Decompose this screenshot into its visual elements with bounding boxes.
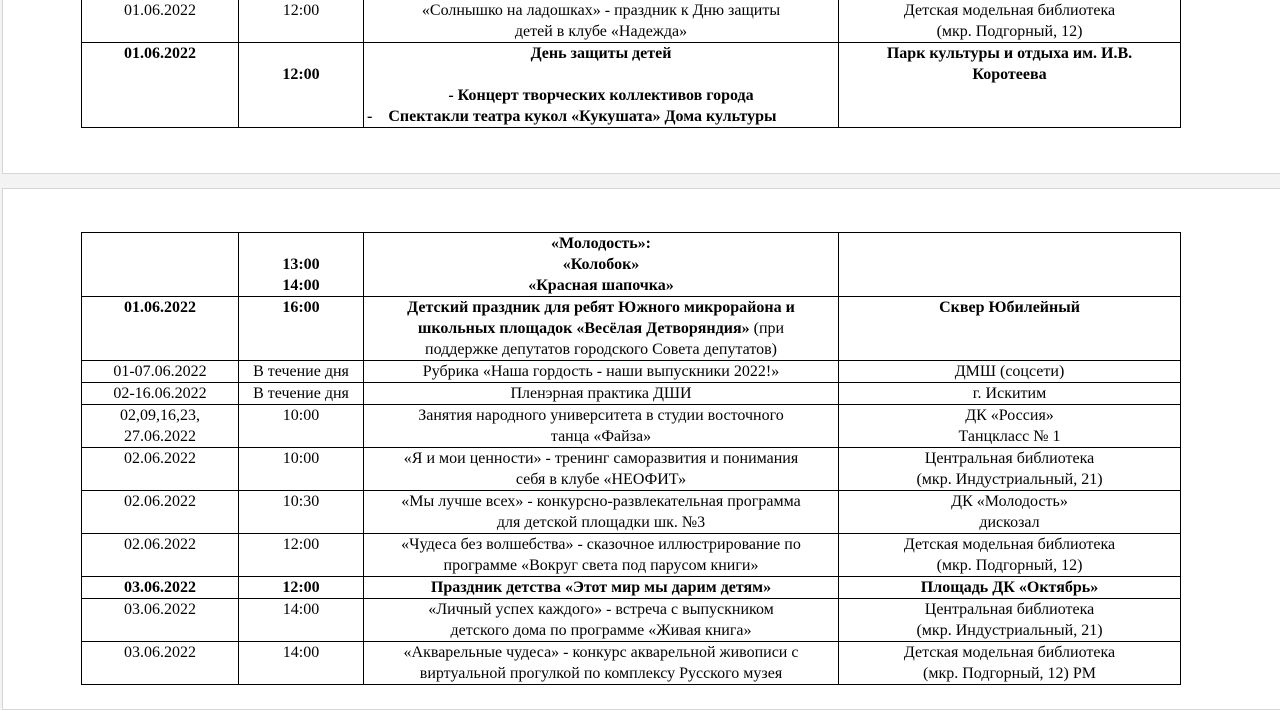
document-page-2	[2, 188, 1280, 710]
table-row	[82, 383, 1181, 405]
date-cell: 02.06.2022	[82, 491, 239, 534]
schedule-table-page-2	[81, 232, 1181, 685]
event-cell: «Личный успех каждого» - встреча с выпускником детского дома по программе «Живая книга»	[364, 599, 839, 642]
date-cell: 03.06.2022	[82, 642, 239, 685]
date-cell: 01.06.2022	[82, 297, 239, 361]
table-row	[82, 233, 1181, 297]
date-cell: 01.06.2022	[82, 0, 239, 43]
schedule-table-page-1	[81, 0, 1181, 128]
time-cell: 14:00	[239, 642, 364, 685]
date-cell: 03.06.2022	[82, 577, 239, 599]
event-cell: «Чудеса без волшебства» - сказочное иллюстрирование по программе «Вокруг света под парусом книги»	[364, 534, 839, 577]
place-cell: ДК «Молодость» дискозал	[839, 491, 1181, 534]
event-cell: «Я и мои ценности» - тренинг саморазвития и понимания себя в клубе «НЕОФИТ»	[364, 448, 839, 491]
date-cell: 03.06.2022	[82, 599, 239, 642]
place-cell	[839, 233, 1181, 297]
date-cell: 02-16.06.2022	[82, 383, 239, 405]
place-cell: г. Искитим	[839, 383, 1181, 405]
time-cell: 12:00	[239, 534, 364, 577]
event-cell: Пленэрная практика ДШИ	[364, 383, 839, 405]
table-row	[82, 577, 1181, 599]
table-row	[82, 0, 1181, 43]
table-row	[82, 599, 1181, 642]
time-cell: 13:00 14:00	[239, 233, 364, 297]
date-cell: 01-07.06.2022	[82, 361, 239, 383]
table-row	[82, 405, 1181, 448]
event-cell: Детский праздник для ребят Южного микрорайона и школьных площадок «Весёлая Детворяндия» (при поддержке депутатов городского Совета депутатов)	[364, 297, 839, 361]
event-cell: Занятия народного университета в студии восточного танца «Файза»	[364, 405, 839, 448]
date-cell: 02,09,16,23, 27.06.2022	[82, 405, 239, 448]
event-cell: День защиты детей - Концерт творческих коллективов города - Спектакли театра кукол «Кукушата» Дома культуры	[364, 43, 839, 128]
event-cell: «Солнышко на ладошках» - праздник к Дню защиты детей в клубе «Надежда»	[364, 0, 839, 43]
place-cell: Центральная библиотека (мкр. Индустриальный, 21)	[839, 599, 1181, 642]
table-row	[82, 297, 1181, 361]
event-cell: «Молодость»: «Колобок» «Красная шапочка»	[364, 233, 839, 297]
time-cell: 12:00	[239, 43, 364, 128]
time-cell: 10:00	[239, 405, 364, 448]
place-cell: Детская модельная библиотека (мкр. Подгорный, 12)	[839, 534, 1181, 577]
place-cell: ДК «Россия» Танцкласс № 1	[839, 405, 1181, 448]
time-cell: В течение дня	[239, 361, 364, 383]
table-row	[82, 43, 1181, 128]
time-cell: 12:00	[239, 0, 364, 43]
date-cell: 02.06.2022	[82, 534, 239, 577]
place-cell: Сквер Юбилейный	[839, 297, 1181, 361]
time-cell: 10:00	[239, 448, 364, 491]
table-row	[82, 491, 1181, 534]
date-cell: 02.06.2022	[82, 448, 239, 491]
table-row	[82, 642, 1181, 685]
date-cell: 01.06.2022	[82, 43, 239, 128]
time-cell: 12:00	[239, 577, 364, 599]
table-row	[82, 361, 1181, 383]
event-cell: Праздник детства «Этот мир мы дарим детям»	[364, 577, 839, 599]
event-cell: Рубрика «Наша гордость - наши выпускники 2022!»	[364, 361, 839, 383]
place-cell: ДМШ (соцсети)	[839, 361, 1181, 383]
event-cell: «Акварельные чудеса» - конкурс акварельной живописи с виртуальной прогулкой по комплексу Русского музея	[364, 642, 839, 685]
time-cell: 14:00	[239, 599, 364, 642]
table-row	[82, 534, 1181, 577]
event-cell: «Мы лучше всех» - конкурсно-развлекательная программа для детской площадки шк. №3	[364, 491, 839, 534]
document-page-1	[2, 0, 1280, 174]
time-cell: 10:30	[239, 491, 364, 534]
date-cell	[82, 233, 239, 297]
time-cell: В течение дня	[239, 383, 364, 405]
time-cell: 16:00	[239, 297, 364, 361]
place-cell: Детская модельная библиотека (мкр. Подгорный, 12)	[839, 0, 1181, 43]
table-row	[82, 448, 1181, 491]
place-cell: Площадь ДК «Октябрь»	[839, 577, 1181, 599]
place-cell: Детская модельная библиотека (мкр. Подгорный, 12) РМ	[839, 642, 1181, 685]
place-cell: Центральная библиотека (мкр. Индустриальный, 21)	[839, 448, 1181, 491]
place-cell: Парк культуры и отдыха им. И.В. Коротеева	[839, 43, 1181, 128]
